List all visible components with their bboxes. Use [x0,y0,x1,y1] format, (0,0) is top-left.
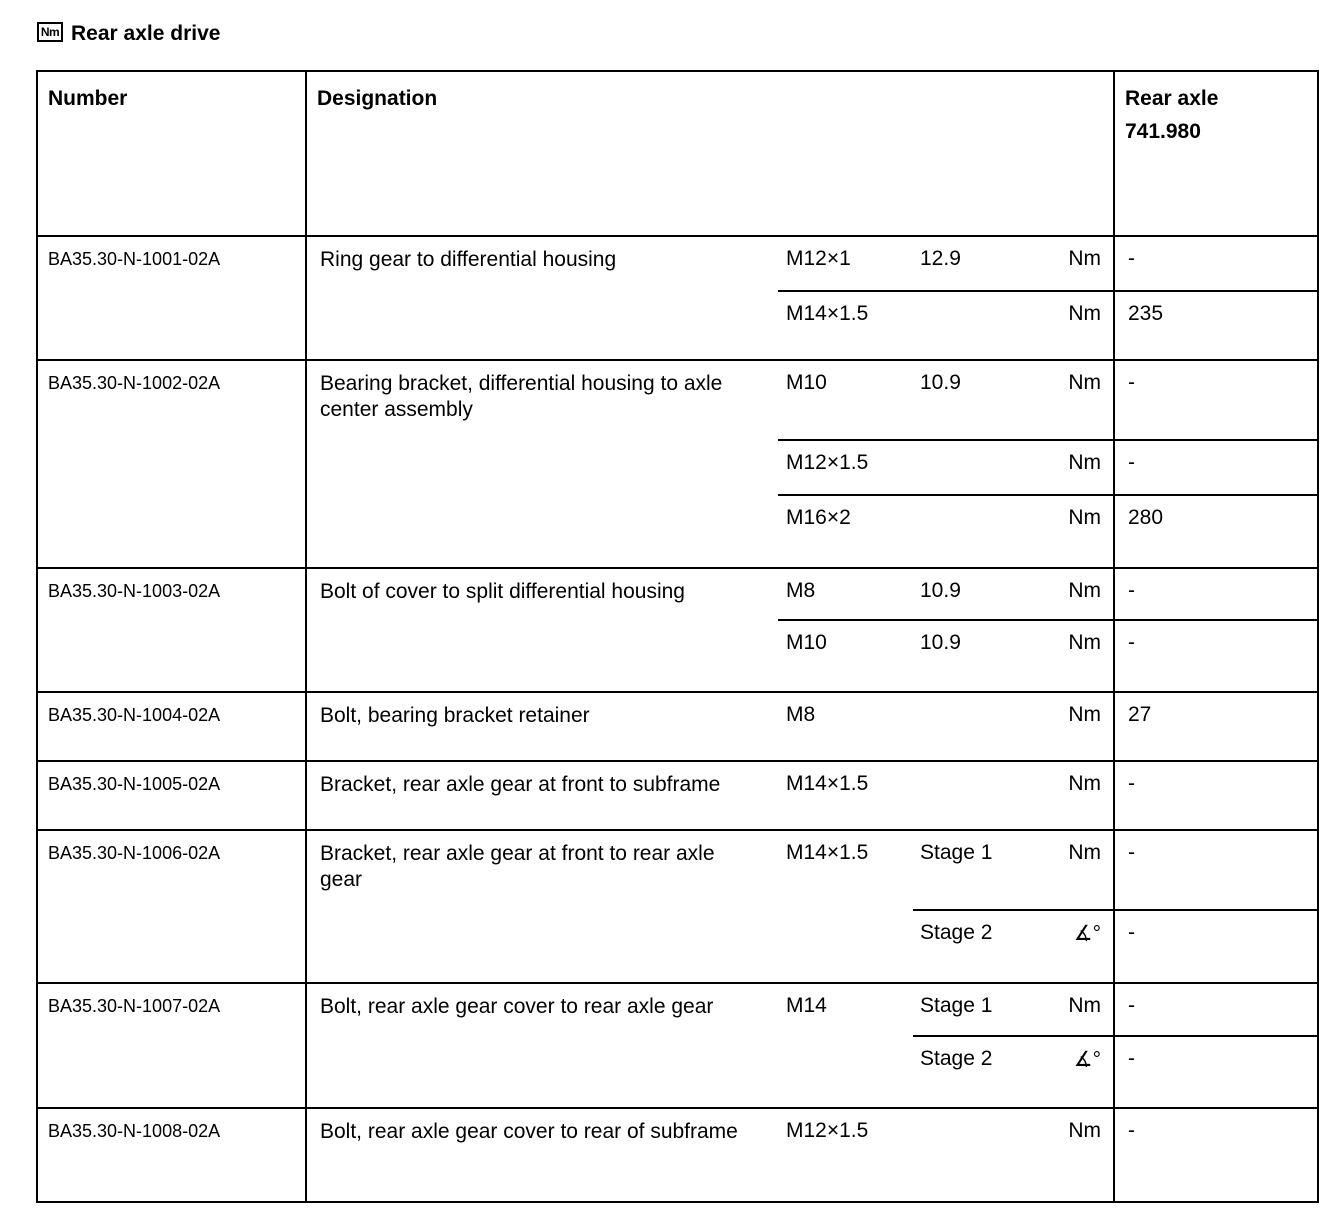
torque-value: 235 [1114,291,1318,360]
designation: Bolt of cover to split differential housing [306,568,778,692]
designation: Bracket, rear axle gear at front to subframe [306,761,778,830]
thread-size: M8 [778,692,913,761]
torque-value: - [1114,620,1318,692]
torque-value: - [1114,568,1318,620]
thread-size [778,910,913,983]
designation: Bolt, rear axle gear cover to rear axle gear [306,983,778,1108]
page-title [37,22,220,46]
table-row [37,1108,1318,1202]
torque-value: 27 [1114,692,1318,761]
part-number: BA35.30-N-1006-02A [37,830,306,983]
table-row [37,983,1318,1036]
thread-size: M12×1.5 [778,440,913,495]
torque-nm-icon: Nm [37,22,63,42]
thread-size: M12×1 [778,236,913,291]
strength-grade: Stage 1 [913,830,1013,910]
strength-grade: 10.9 [913,360,1013,440]
torque-value: - [1114,1108,1318,1202]
torque-table [36,70,1319,1203]
strength-grade: Stage 2 [913,1036,1013,1108]
table-row [37,568,1318,620]
torque-value: - [1114,761,1318,830]
part-number: BA35.30-N-1008-02A [37,1108,306,1202]
thread-size: M10 [778,620,913,692]
unit-nm: Nm [1013,692,1114,761]
torque-value: - [1114,236,1318,291]
torque-value: - [1114,1036,1318,1108]
torque-value: - [1114,440,1318,495]
thread-size: M16×2 [778,495,913,568]
table-header-row [37,71,1318,236]
part-number: BA35.30-N-1007-02A [37,983,306,1108]
designation: Bolt, rear axle gear cover to rear of subframe [306,1108,778,1202]
thread-size [778,1036,913,1108]
torque-value: - [1114,910,1318,983]
strength-grade [913,761,1013,830]
unit-nm: Nm [1013,291,1114,360]
table-row [37,761,1318,830]
unit-nm: Nm [1013,236,1114,291]
torque-value: - [1114,983,1318,1036]
unit-nm: Nm [1013,983,1114,1036]
header-designation: Designation [306,71,1114,236]
strength-grade [913,291,1013,360]
thread-size: M12×1.5 [778,1108,913,1202]
thread-size: M8 [778,568,913,620]
designation: Bearing bracket, differential housing to axle center assembly [306,360,778,568]
torque-value: 280 [1114,495,1318,568]
part-number: BA35.30-N-1001-02A [37,236,306,360]
table-row [37,360,1318,440]
title-text: Rear axle drive [71,22,221,45]
part-number: BA35.30-N-1005-02A [37,761,306,830]
angle-icon: ∡° [1013,910,1114,983]
unit-nm: Nm [1013,440,1114,495]
unit-nm: Nm [1013,830,1114,910]
unit-nm: Nm [1013,495,1114,568]
unit-nm: Nm [1013,360,1114,440]
angle-icon: ∡° [1013,1036,1114,1108]
designation: Bolt, bearing bracket retainer [306,692,778,761]
torque-value: - [1114,830,1318,910]
strength-grade: 10.9 [913,568,1013,620]
strength-grade: Stage 2 [913,910,1013,983]
header-rear-axle: Rear axle 741.980 [1114,71,1318,236]
part-number: BA35.30-N-1002-02A [37,360,306,568]
table-body [37,236,1318,1202]
strength-grade [913,1108,1013,1202]
table-row [37,692,1318,761]
unit-nm: Nm [1013,620,1114,692]
strength-grade: 12.9 [913,236,1013,291]
strength-grade [913,692,1013,761]
torque-value: - [1114,360,1318,440]
designation: Bracket, rear axle gear at front to rear axle gear [306,830,778,983]
unit-nm: Nm [1013,1108,1114,1202]
table-row [37,236,1318,291]
thread-size: M10 [778,360,913,440]
designation: Ring gear to differential housing [306,236,778,360]
table-row [37,830,1318,910]
thread-size: M14 [778,983,913,1036]
unit-nm: Nm [1013,568,1114,620]
part-number: BA35.30-N-1003-02A [37,568,306,692]
header-number: Number [37,71,306,236]
thread-size: M14×1.5 [778,761,913,830]
strength-grade: Stage 1 [913,983,1013,1036]
part-number: BA35.30-N-1004-02A [37,692,306,761]
thread-size: M14×1.5 [778,830,913,910]
strength-grade: 10.9 [913,620,1013,692]
unit-nm: Nm [1013,761,1114,830]
thread-size: M14×1.5 [778,291,913,360]
strength-grade [913,440,1013,495]
strength-grade [913,495,1013,568]
